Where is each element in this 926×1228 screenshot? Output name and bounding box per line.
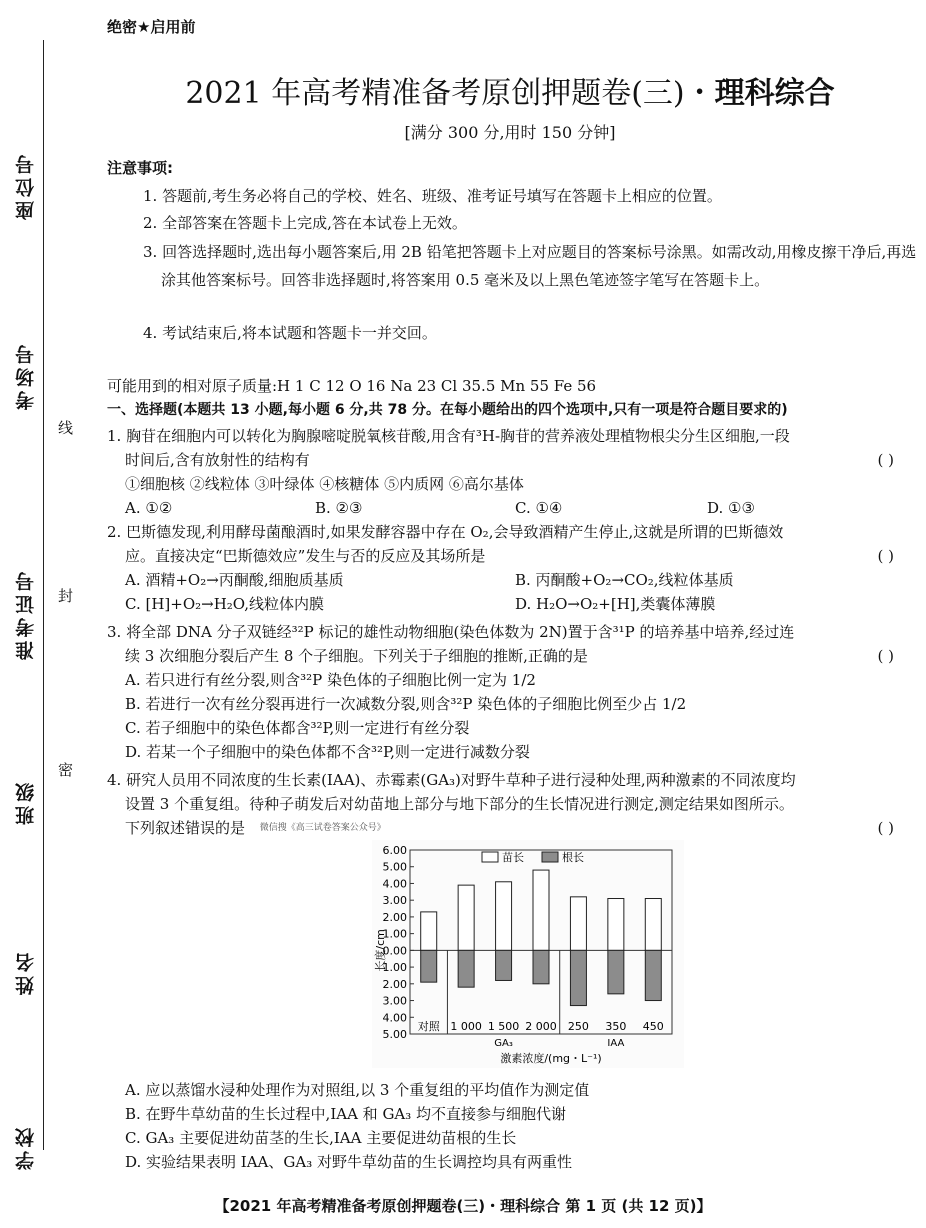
y-tick-label: 2.00 (382, 977, 407, 991)
group-label-iaa: IAA (607, 1038, 625, 1049)
q1-stem-line: 时间后,含有放射性的结构有 (125, 451, 310, 469)
bar-root (496, 950, 512, 980)
y-tick-label: 1.00 (382, 961, 407, 975)
page-footer: 【2021 年高考精准备考原创押题卷(三)・理科综合 第 1 页 (共 12 页)】 (214, 1197, 712, 1215)
q2-option-b: B. 丙酮酸+O₂→CO₂,线粒体基质 (515, 571, 734, 589)
q1-option-c: C. ①④ (515, 499, 563, 517)
q1-option-a: A. ①② (125, 499, 173, 517)
q4-stem-line: 设置 3 个重复组。待种子萌发后对幼苗地上部分与地下部分的生长情况进行测定,测定结果如图所示。 (125, 795, 794, 813)
q1-option-b: B. ②③ (315, 499, 363, 517)
bar-shoot (421, 912, 437, 950)
y-axis-label: 长度/cm (374, 929, 387, 972)
bar-root (421, 950, 437, 982)
q4-stem-line: 4. 研究人员用不同浓度的生长素(IAA)、赤霉素(GA₃)对野牛草种子进行浸种处理,两种激素的不同浓度均 (107, 771, 796, 789)
x-tick-label: 350 (605, 1020, 627, 1033)
bar-root (458, 950, 474, 987)
x-tick-label: 2 000 (525, 1020, 557, 1033)
bar-root (533, 950, 549, 983)
margin-line (43, 40, 44, 1150)
margin-label-ticket: 准考证号 (15, 568, 37, 660)
q2-option-c: C. [H]+O₂→H₂O,线粒体内膜 (125, 595, 324, 613)
y-tick-label: 5.00 (382, 860, 407, 874)
q2-option-a: A. 酒精+O₂→丙酮酸,细胞质基质 (125, 571, 344, 589)
notice-item: 2. 全部答案在答题卡上完成,答在本试卷上无效。 (143, 214, 467, 232)
question-4 (107, 768, 912, 840)
q4-option-b: B. 在野牛草幼苗的生长过程中,IAA 和 GA₃ 均不直接参与细胞代谢 (125, 1105, 567, 1123)
title-subject: 理科综合 (714, 76, 835, 111)
answer-bracket: ( ) (877, 819, 894, 837)
y-tick-label: 0.00 (382, 944, 407, 958)
page-title (110, 68, 910, 112)
bar-root (608, 950, 624, 993)
x-axis-label: 激素浓度/(mg・L⁻¹) (500, 1052, 602, 1065)
title-main: 2021 年高考精准备考原创押题卷(三)・ (185, 76, 715, 111)
answer-bracket: ( ) (877, 647, 894, 665)
bar-root (645, 950, 661, 1000)
seal-char-seal: 封 (56, 588, 74, 603)
y-tick-label: 4.00 (382, 1011, 407, 1025)
q3-option-d: D. 若某一个子细胞中的染色体都不含³²P,则一定进行减数分裂 (125, 743, 530, 761)
exam-info: [满分 300 分,用时 150 分钟] (404, 123, 616, 142)
margin-label-seat: 座位号 (15, 151, 37, 220)
notice-item: 4. 考试结束后,将本试题和答题卡一并交回。 (143, 324, 437, 342)
legend-swatch-root (542, 852, 558, 862)
x-tick-label: 250 (567, 1020, 589, 1033)
x-tick-label: 450 (642, 1020, 664, 1033)
legend-swatch-shoot (482, 852, 498, 862)
y-tick-label: 4.00 (382, 877, 407, 891)
seal-char-secret: 密 (56, 762, 74, 777)
q4-stem-line: 下列叙述错误的是 (125, 819, 246, 837)
margin-label-name: 姓名 (15, 949, 37, 995)
legend-label-root: 根长 (562, 851, 584, 864)
y-tick-label: 3.00 (382, 994, 407, 1008)
notice-heading: 注意事项: (107, 159, 173, 177)
bar-shoot (458, 885, 474, 950)
seal-char-line: 线 (56, 420, 74, 435)
notice-item: 1. 答题前,考生务必将自己的学校、姓名、班级、准考证号填写在答题卡上相应的位置。 (143, 187, 722, 205)
q3-option-a: A. 若只进行有丝分裂,则含³²P 染色体的子细胞比例一定为 1/2 (125, 671, 536, 689)
q2-stem-line: 应。直接决定“巴斯德效应”发生与否的反应及其场所是 (125, 547, 486, 565)
q1-items: ①细胞核 ②线粒体 ③叶绿体 ④核糖体 ⑤内质网 ⑥高尔基体 (125, 475, 524, 493)
x-tick-label: 1 000 (450, 1020, 482, 1033)
group-label-ga3: GA₃ (494, 1038, 513, 1049)
q4-option-a: A. 应以蒸馏水浸种处理作为对照组,以 3 个重复组的平均值作为测定值 (125, 1081, 590, 1099)
watermark: 微信搜《高三试卷答案公众号》 (259, 823, 386, 833)
q3-stem-line: 3. 将全部 DNA 分子双链经³²P 标记的雄性动物细胞(染色体数为 2N)置于含³¹P 的培养基中培养,经过连 (107, 623, 795, 641)
notice-item: 3. 回答选择题时,选出每小题答案后,用 2B 铅笔把答题卡上对应题目的答案标号涂黑。如需改动,用橡皮擦干净后,再选涂其他答案标号。回答非选择题时,将答案用 0.5 毫米及以上黑色笔迹签字笔写在答题卡上。 (143, 243, 917, 289)
q3-option-c: C. 若子细胞中的染色体都含³²P,则一定进行有丝分裂 (125, 719, 470, 737)
q2-stem-line: 2. 巴斯德发现,利用酵母菌酿酒时,如果发酵容器中存在 O₂,会导致酒精产生停止,这就是所谓的巴斯德效 (107, 523, 784, 541)
question-3 (107, 620, 912, 764)
q1-option-d: D. ①③ (707, 499, 755, 517)
y-tick-label: 3.00 (382, 894, 407, 908)
bar-shoot (533, 870, 549, 950)
atomic-masses: 可能用到的相对原子质量:H 1 C 12 O 16 Na 23 Cl 35.5 Mn 55 Fe 56 (107, 377, 597, 395)
bar-shoot (608, 899, 624, 951)
bar-root (570, 950, 586, 1005)
x-tick-label: 对照 (417, 1020, 440, 1033)
y-tick-label: 6.00 (382, 844, 407, 857)
growth-bar-chart (372, 840, 684, 1068)
bar-shoot (570, 897, 586, 951)
y-tick-label: 1.00 (382, 927, 407, 941)
question-2 (107, 520, 912, 616)
q4-option-c: C. GA₃ 主要促进幼苗茎的生长,IAA 主要促进幼苗根的生长 (125, 1129, 517, 1147)
q1-stem-line: 1. 胸苷在细胞内可以转化为胸腺嘧啶脱氧核苷酸,用含有³H-胸苷的营养液处理植物根尖分生区细胞,一段 (107, 427, 790, 445)
q4-option-d: D. 实验结果表明 IAA、GA₃ 对野牛草幼苗的生长调控均具有两重性 (125, 1153, 572, 1171)
bar-shoot (496, 882, 512, 951)
q3-stem-line: 续 3 次细胞分裂后产生 8 个子细胞。下列关于子细胞的推断,正确的是 (125, 647, 588, 665)
margin-label-class: 班级 (15, 779, 37, 825)
margin-label-school: 学校 (15, 1124, 37, 1170)
secret-mark: 绝密★启用前 (107, 18, 196, 36)
x-tick-label: 1 500 (487, 1020, 520, 1033)
section-heading: 一、选择题(本题共 13 小题,每小题 6 分,共 78 分。在每小题给出的四个选项中,只有一项是符合题目要求的) (107, 402, 788, 418)
bar-shoot (645, 899, 661, 951)
y-tick-label: 2.00 (382, 910, 407, 924)
answer-bracket: ( ) (877, 547, 894, 565)
legend-label-shoot: 苗长 (502, 851, 524, 864)
q3-option-b: B. 若进行一次有丝分裂再进行一次减数分裂,则含³²P 染色体的子细胞比例至少占 1/2 (125, 695, 687, 713)
y-tick-label: 5.00 (382, 1028, 407, 1041)
margin-label-room: 考场号 (15, 341, 37, 410)
q2-option-d: D. H₂O→O₂+[H],类囊体薄膜 (515, 595, 716, 613)
answer-bracket: ( ) (877, 451, 894, 469)
question-1 (107, 424, 912, 520)
